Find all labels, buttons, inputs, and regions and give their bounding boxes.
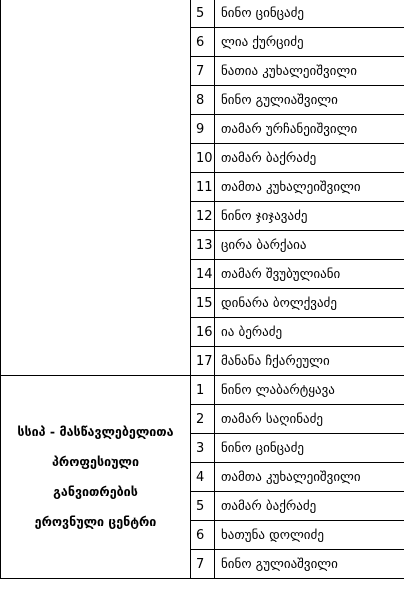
row-number: 6 [191, 28, 215, 57]
row-number: 5 [191, 492, 215, 521]
row-number: 7 [191, 57, 215, 86]
participant-name: ნინო ცინცაძე [215, 434, 404, 463]
participant-name: თამარ ურჩანეიშვილი [215, 115, 404, 144]
row-number: 11 [191, 173, 215, 202]
table-row [1, 376, 404, 405]
organization-cell [1, 0, 191, 376]
participant-name: ნინო ჯიჯავაძე [215, 202, 404, 231]
row-number: 7 [191, 550, 215, 579]
organization-name-line: ეროვნული ცენტრი [34, 514, 157, 529]
row-number: 2 [191, 405, 215, 434]
participants-table-body [1, 0, 404, 579]
participant-name: ნინო გულიაშვილი [215, 86, 404, 115]
participant-name: მანანა ჩქარეული [215, 347, 404, 376]
row-number: 5 [191, 0, 215, 28]
row-number: 8 [191, 86, 215, 115]
participant-name: ნინო ცინცაძე [215, 0, 404, 28]
organization-name-line: პროფესიული [52, 454, 139, 469]
organization-name-line: სსიპ - მასწავლებელითა [17, 424, 174, 439]
participant-name: ნათია კუხალეიშვილი [215, 57, 404, 86]
row-number: 3 [191, 434, 215, 463]
participant-name: ია ბერაძე [215, 318, 404, 347]
row-number: 4 [191, 463, 215, 492]
participant-name: ცირა ბარქაია [215, 231, 404, 260]
row-number: 16 [191, 318, 215, 347]
participant-name: თამარ ბაქრაძე [215, 492, 404, 521]
row-number: 15 [191, 289, 215, 318]
participant-name: თამარ ბაქრაძე [215, 144, 404, 173]
row-number: 6 [191, 521, 215, 550]
participant-name: თამთა კუხალეიშვილი [215, 463, 404, 492]
participant-name: ნინო ლაბარტყავა [215, 376, 404, 405]
row-number: 17 [191, 347, 215, 376]
row-number: 1 [191, 376, 215, 405]
organization-cell [1, 376, 191, 579]
participant-name: თამარ საღინაძე [215, 405, 404, 434]
row-number: 10 [191, 144, 215, 173]
participant-name: ხათუნა დოლიძე [215, 521, 404, 550]
participant-name: დინარა ბოლქვაძე [215, 289, 404, 318]
row-number: 13 [191, 231, 215, 260]
organization-name-line: განვითრების [53, 484, 138, 499]
row-number: 14 [191, 260, 215, 289]
participant-name: თამთა კუხალეიშვილი [215, 173, 404, 202]
participant-name: ლია ქურციძე [215, 28, 404, 57]
participant-name: თამარ შვუბულიანი [215, 260, 404, 289]
row-number: 9 [191, 115, 215, 144]
row-number: 12 [191, 202, 215, 231]
table-row [1, 0, 404, 28]
participant-name: ნინო გულიაშვილი [215, 550, 404, 579]
